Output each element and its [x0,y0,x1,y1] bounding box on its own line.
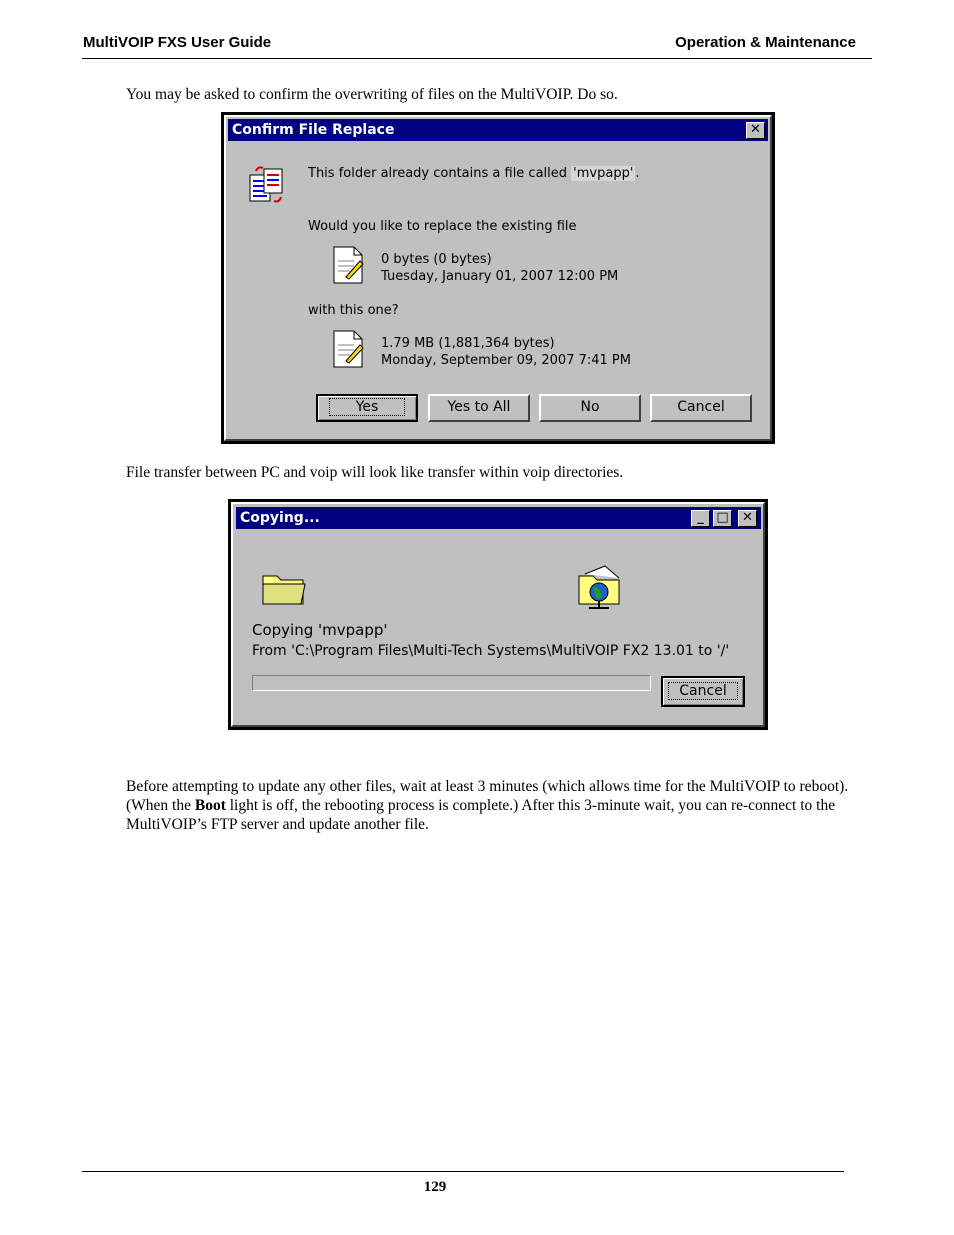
existing-file-icon [332,245,366,285]
maximize-icon[interactable]: □ [713,510,732,527]
header-left-title: MultiVOIP FXS User Guide [83,34,272,51]
file-replace-icon [248,165,288,207]
network-folder-icon [575,564,625,612]
paragraph-wait-reboot-part1: Before attempting to update any other files, wait at least 3 minutes (which allows time for the MultiVOIP to reboot). (When the [126,778,849,814]
new-file-date: Monday, September 09, 2007 7:41 PM [381,353,631,368]
new-file-size: 1.79 MB (1,881,364 bytes) [381,336,555,351]
replace-question: Would you like to replace the existing file [308,219,577,234]
header-rule [82,58,872,59]
header-right-title: Operation & Maintenance [675,34,856,51]
yes-button[interactable]: Yes [316,394,418,422]
existing-file-date: Tuesday, January 01, 2007 12:00 PM [381,269,619,284]
confirm-message: This folder already contains a file called [308,166,568,181]
copying-filename-label: Copying 'mvpapp' [252,621,388,639]
close-icon[interactable]: ✕ [738,510,757,527]
copy-progress-bar [252,675,651,691]
no-button[interactable]: No [539,394,641,422]
confirm-dialog-title: Confirm File Replace [232,122,395,138]
minimize-icon[interactable]: _ [691,510,710,527]
copying-dialog [228,499,768,730]
cancel-button[interactable]: Cancel [650,394,752,422]
confirm-file-replace-dialog [221,112,775,444]
paragraph-wait-reboot [126,777,871,834]
existing-file-size: 0 bytes (0 bytes) [381,252,492,267]
confirm-filename: 'mvpapp' [573,166,634,181]
copying-dialog-title: Copying... [240,510,320,526]
footer-rule [82,1171,844,1172]
paragraph-file-transfer: File transfer between PC and voip will look like transfer within voip directories. [126,464,624,481]
new-file-icon [332,329,366,369]
boot-light-label: Boot [194,797,226,814]
paragraph-confirm-overwrite: You may be asked to confirm the overwriting of files on the MultiVOIP. Do so. [126,86,618,103]
source-folder-icon [261,568,307,608]
copy-cancel-button[interactable]: Cancel [661,676,745,707]
copying-dialog-titlebar [236,507,761,529]
paragraph-wait-reboot-part2: light is off, the rebooting process is complete.) After this 3-minute wait, you can re-connect to the MultiVOIP’s FTP server and update another file. [126,797,836,833]
copying-from-path: From 'C:\Program Files\Multi-Tech Systems\MultiVOIP FX2 13.01 to '/' [252,643,730,659]
close-icon[interactable]: ✕ [746,122,765,139]
yes-to-all-button[interactable]: Yes to All [428,394,530,422]
confirm-message-end: . [635,166,640,181]
confirm-dialog-titlebar [228,119,768,141]
with-this-one-label: with this one? [308,303,399,318]
page-number: 129 [423,1179,447,1195]
